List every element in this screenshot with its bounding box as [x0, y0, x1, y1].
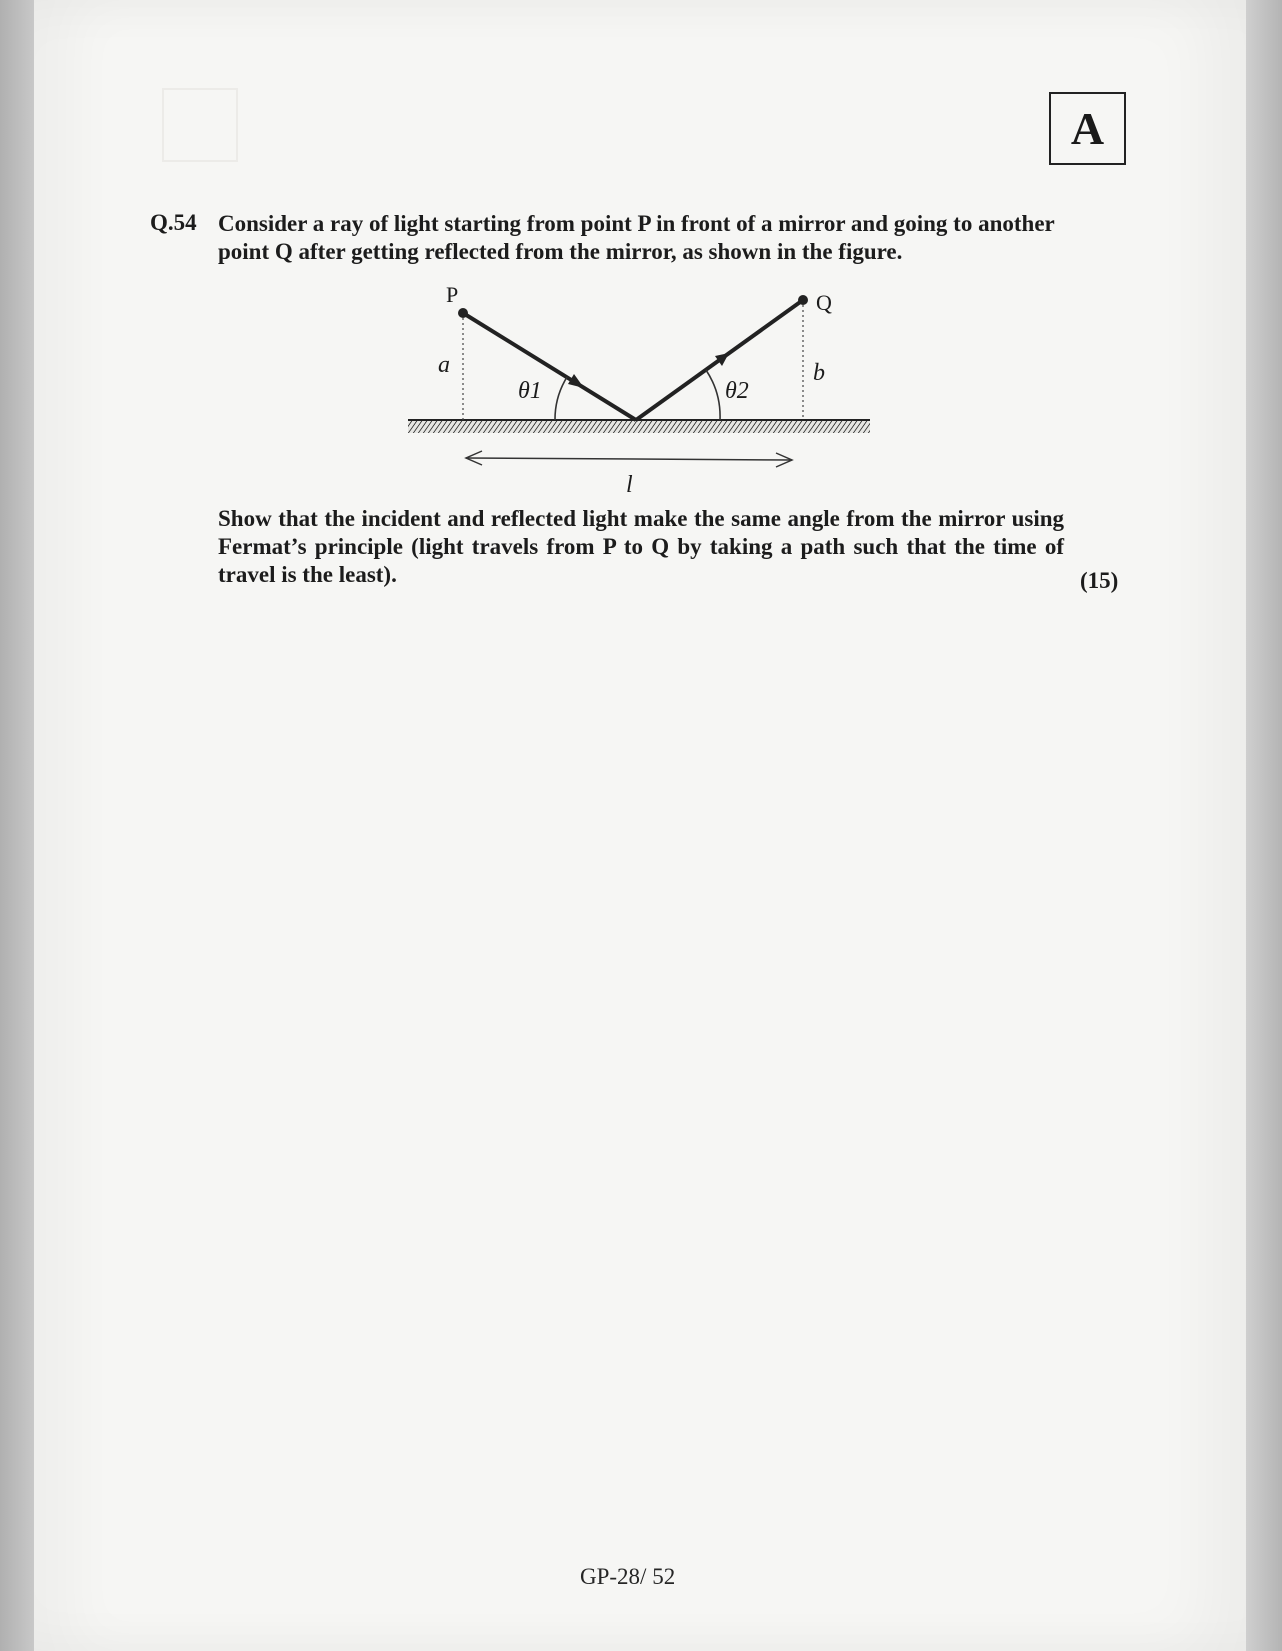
scan-left-edge — [0, 0, 34, 1651]
incident-arrowhead — [568, 374, 584, 388]
mirror-reflection-figure — [400, 280, 880, 500]
incident-ray — [463, 313, 636, 420]
page-footer: GP-28/ 52 — [580, 1564, 676, 1589]
label-l: l — [626, 472, 633, 498]
label-a: a — [438, 352, 450, 378]
label-b: b — [813, 360, 825, 386]
angle-2-arc — [706, 370, 720, 420]
set-code-box: A — [1049, 92, 1126, 165]
label-theta-2: θ2 — [725, 378, 749, 404]
label-p: P — [446, 282, 459, 307]
question-prompt: Show that the incident and reflected light make the same angle from the mirror using Fermat’s principle (light travels from P to Q by taking a path such that the time of travel is the least). — [218, 506, 1064, 587]
scan-right-edge — [1246, 0, 1282, 1651]
point-p-dot — [458, 308, 468, 318]
mirror-hatching — [408, 421, 870, 433]
question-intro: Consider a ray of light starting from point P in front of a mirror and going to another point Q after getting reflected from the mirror, as shown in the figure. — [218, 211, 1055, 264]
question-marks: (15) — [1080, 568, 1119, 593]
question-number: Q.54 — [150, 210, 197, 235]
label-theta-1: θ1 — [518, 378, 542, 404]
faded-stamp — [162, 88, 238, 162]
point-q-dot — [798, 295, 808, 305]
angle-1-arc — [555, 377, 567, 420]
label-q: Q — [816, 290, 832, 315]
length-l-arrow — [466, 458, 792, 460]
